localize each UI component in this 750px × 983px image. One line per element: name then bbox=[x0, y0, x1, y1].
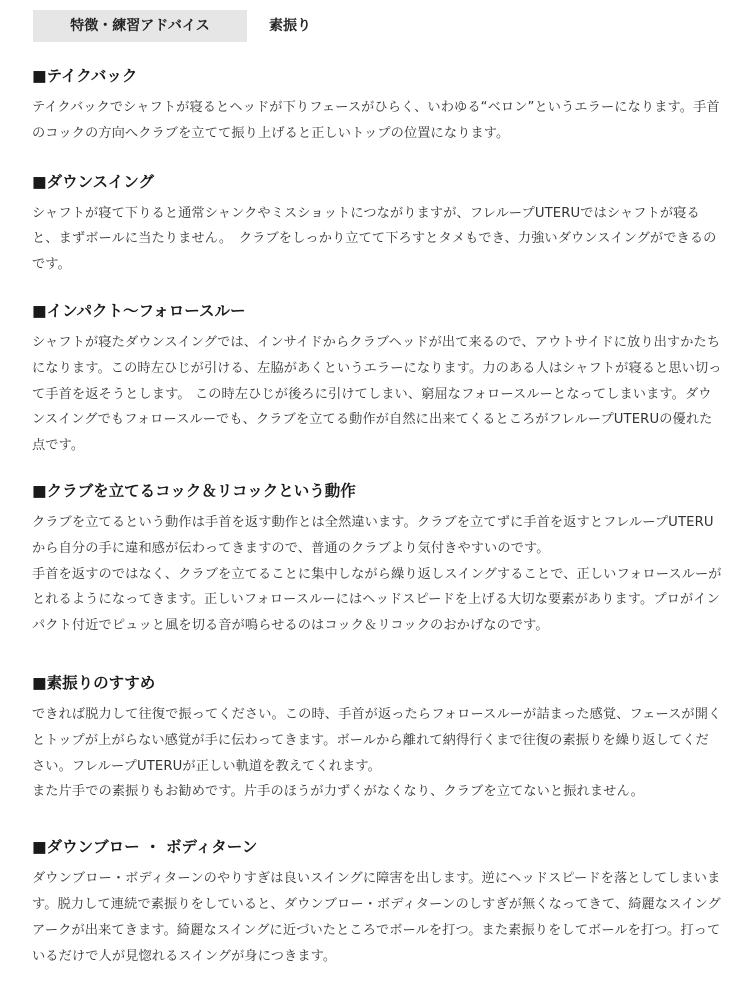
section-body bbox=[32, 510, 722, 639]
tab-features-advice[interactable]: 特徴・練習アドバイス bbox=[33, 10, 247, 42]
section-heading: ■クラブを立てるコック＆リコックという動作 bbox=[32, 481, 356, 500]
section-downblow-body-turn bbox=[32, 837, 722, 969]
section-heading: ■素振りのすすめ bbox=[32, 673, 156, 692]
section-body bbox=[32, 95, 722, 147]
section-heading: ■テイクバック bbox=[32, 67, 138, 85]
section-heading: ■インパクト〜フォロースルー bbox=[32, 301, 246, 320]
article-content bbox=[32, 66, 722, 969]
section-practice-swing-recommendation bbox=[32, 673, 722, 805]
paragraph: クラブを立てるという動作は手首を返す動作とは全然違います。クラブを立てずに手首を返すとフレループUTERUから自分の手に違和感が伝わってきますので、普通のクラブより気付きやすいのです。 bbox=[32, 514, 714, 556]
tab-bar bbox=[33, 10, 311, 42]
paragraph: ダウンブロー・ボディターンのやりすぎは良いスイングに障害を出します。逆にヘッドスピードを落としてしまいます。脱力して連続で素振りをしていると、ダウンブロー・ボディターンのしすぎが無くなってきて、綺麗なスイングアークが出来てきます。綺麗なスイングに近づいたところでボールを打つ。また素振りをしてボールを打つ。打っているだけで人が見惚れるスイングが身につきます。 bbox=[32, 871, 721, 964]
paragraph: シャフトが寝て下りると通常シャンクやミスショットにつながりますが、フレループUTERUではシャフトが寝ると、まずボールに当たりません。 クラブをしっかり立てて下ろすとタメもでき、力強いダウンスイングができるのです。 bbox=[32, 205, 717, 273]
section-downswing bbox=[32, 172, 722, 278]
section-body bbox=[32, 330, 722, 459]
section-body bbox=[32, 702, 722, 805]
section-body bbox=[32, 866, 722, 969]
section-cock-recock bbox=[32, 481, 722, 639]
section-body bbox=[32, 201, 722, 278]
section-heading: ■ダウンスイング bbox=[32, 172, 155, 191]
paragraph: 手首を返すのではなく、クラブを立てることに集中しながら繰り返しスイングすることで、正しいフォロースルーがとれるようになってきます。正しいフォロースルーにはヘッドスピードを上げる大切な要素があります。プロがインパクト付近でピュッと風を切る音が鳴らせるのはコック＆リコックのおかげなのです。 bbox=[32, 566, 722, 634]
paragraph: また片手での素振りもお勧めです。片手のほうが力ずくがなくなり、クラブを立てないと振れません。 bbox=[32, 784, 644, 800]
section-impact-follow-through bbox=[32, 301, 722, 459]
tab-practice-swing[interactable]: 素振り bbox=[269, 18, 311, 34]
paragraph: シャフトが寝たダウンスイングでは、インサイドからクラブヘッドが出て来るので、アウトサイドに放り出すかたちになります。この時左ひじが引ける、左脇があくというエラーになります。力のある人はシャフトが寝ると思い切って手首を返そうとします。 この時左ひじが後ろに引けてしまい、窮屈なフォロースルーとなってしまいます。ダウンスイングでもフォロースルーでも、クラブを立てる動作が自然に出来てくるところがフレループUTERUの優れた点です。 bbox=[32, 334, 722, 454]
paragraph: テイクバックでシャフトが寝るとヘッドが下りフェースがひらく、いわゆる“ベロン”というエラーになります。手首のコックの方向へクラブを立てて振り上げると正しいトップの位置になります。 bbox=[32, 100, 720, 141]
paragraph: できれば脱力して往復で振ってください。この時、手首が返ったらフォロースルーが詰まった感覚、フェースが開くとトップが上がらない感覚が手に伝わってきます。ボールから離れて納得行くまで往復の素振りを繰り返してください。フレループUTERUが正しい軌道を教えてくれます。 bbox=[32, 706, 722, 774]
section-heading: ■ダウンブロー ・ ボディターン bbox=[32, 838, 258, 857]
section-takeback bbox=[32, 66, 722, 147]
